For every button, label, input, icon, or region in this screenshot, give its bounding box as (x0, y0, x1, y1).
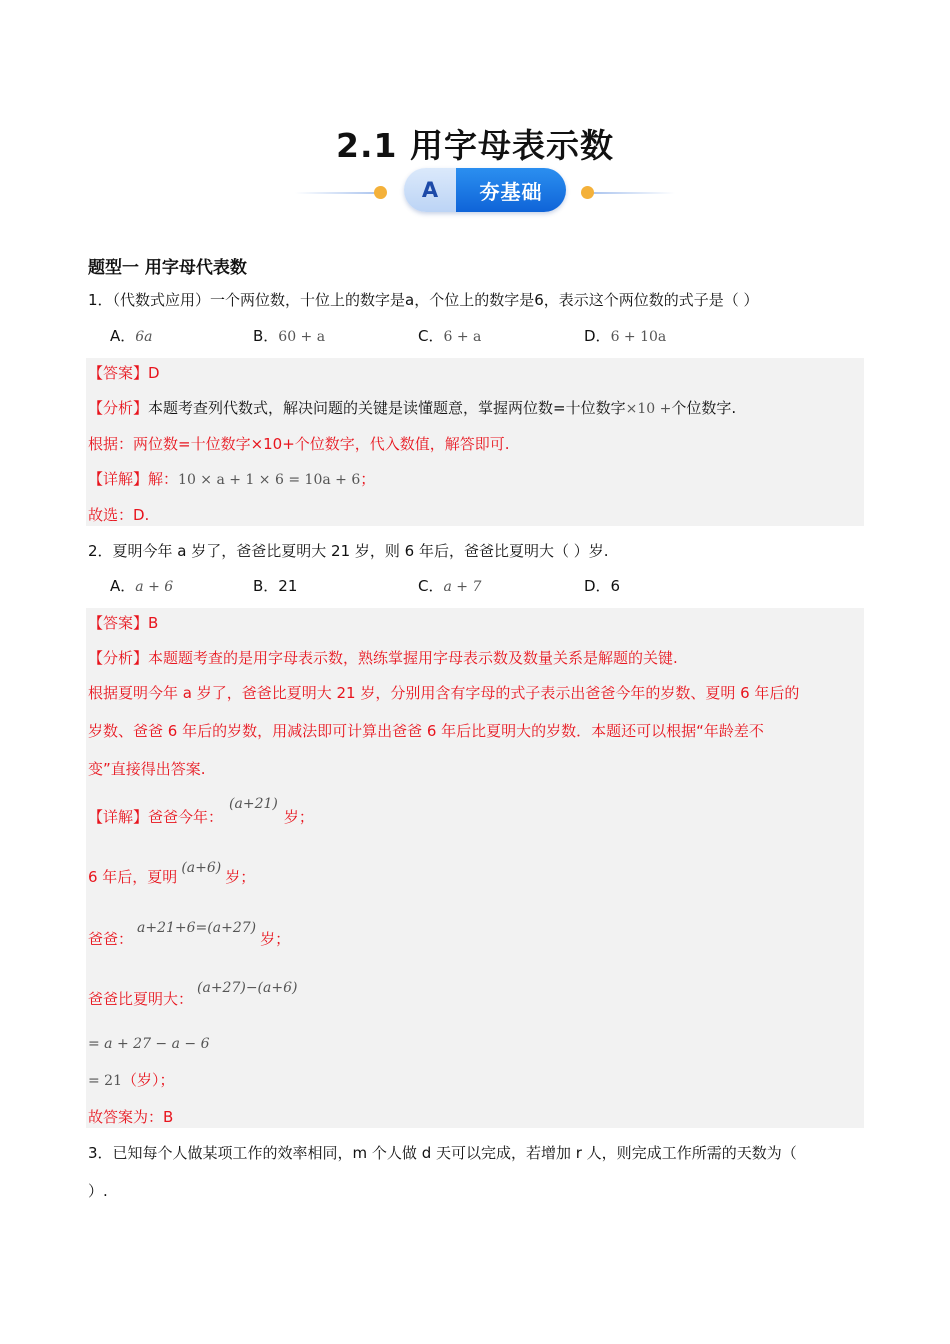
q2-analysis: 【分析】本题题考查的是用字母表示数，熟练掌握用字母表示数及数量关系是解题的关键. (88, 649, 678, 667)
question-3: 3．已知每个人做某项工作的效率相同，m 个人做 d 天可以完成，若增加 r 人，则完成工作所需的天数为（ (88, 1144, 797, 1162)
banner-dot-right (581, 186, 594, 199)
q1-choice: 故选：D. (88, 506, 150, 524)
question-3-cont: ）. (88, 1182, 108, 1200)
q2-para-1: 根据夏明今年 a 岁了，爸爸比夏明大 21 岁，分别用含有字母的式子表示出爸爸今年的岁数、夏明 6 年后的 (88, 684, 800, 702)
section-heading: 题型一 用字母代表数 (88, 258, 247, 278)
q1-answer: 【答案】D (88, 364, 160, 382)
q2-detail-5: = a + 27 − a − 6 (88, 1036, 210, 1052)
badge-letter: A (404, 168, 456, 212)
q2-detail-3: 爸爸：a+21+6=(a+27)岁； (88, 920, 291, 948)
q2-para-2: 岁数、爸爸 6 年后的岁数，用减法即可计算出爸爸 6 年后比夏明大的岁数．本题还可以根据“年龄差不 (88, 722, 764, 740)
level-badge (404, 168, 566, 212)
q1-option-d: D．6 + 10a (584, 327, 667, 345)
q2-option-b: B．21 (253, 577, 298, 595)
q2-detail-2: 6 年后，夏明 (a+6) 岁； (88, 860, 256, 886)
q1-detail: 【详解】解：10 × a + 1 × 6 = 10a + 6； (88, 470, 376, 488)
question-2: 2．夏明今年 a 岁了，爸爸比夏明大 21 岁，则 6 年后，爸爸比夏明大（ ）岁. (88, 542, 609, 560)
q2-detail-6: = 21（岁）； (88, 1071, 175, 1089)
page-title: 2.1 用字母表示数 (336, 126, 614, 165)
q2-answer: 【答案】B (88, 614, 159, 632)
q2-detail-4: 爸爸比夏明大：(a+27)−(a+6) (88, 980, 298, 1008)
banner-line-right (590, 192, 675, 194)
q2-option-c: C．a + 7 (418, 577, 482, 595)
question-1: 1．（代数式应用）一个两位数，十位上的数字是a，个位上的数字是6，表示这个两位数的式子是（ ） (88, 291, 759, 309)
q1-option-c: C．6 + a (418, 327, 482, 345)
q1-basis: 根据：两位数=十位数字×10+个位数字，代入数值，解答即可. (88, 435, 510, 453)
badge-text: 夯基础 (456, 168, 566, 212)
q2-option-a: A．a + 6 (110, 577, 174, 595)
banner-line-left (295, 192, 380, 194)
q2-choice: 故答案为：B (88, 1108, 174, 1126)
q2-para-3: 变”直接得出答案. (88, 760, 206, 778)
banner-dot-left (374, 186, 387, 199)
q1-option-b: B．60 + a (253, 327, 326, 345)
q1-option-a: A．6a (110, 327, 153, 345)
q2-option-d: D．6 (584, 577, 621, 595)
q1-analysis: 【分析】本题考查列代数式，解决问题的关键是读懂题意，掌握两位数=十位数字×10 +个位数字. (88, 399, 737, 417)
q2-detail-1: 【详解】爸爸今年：(a+21)岁； (88, 796, 314, 826)
